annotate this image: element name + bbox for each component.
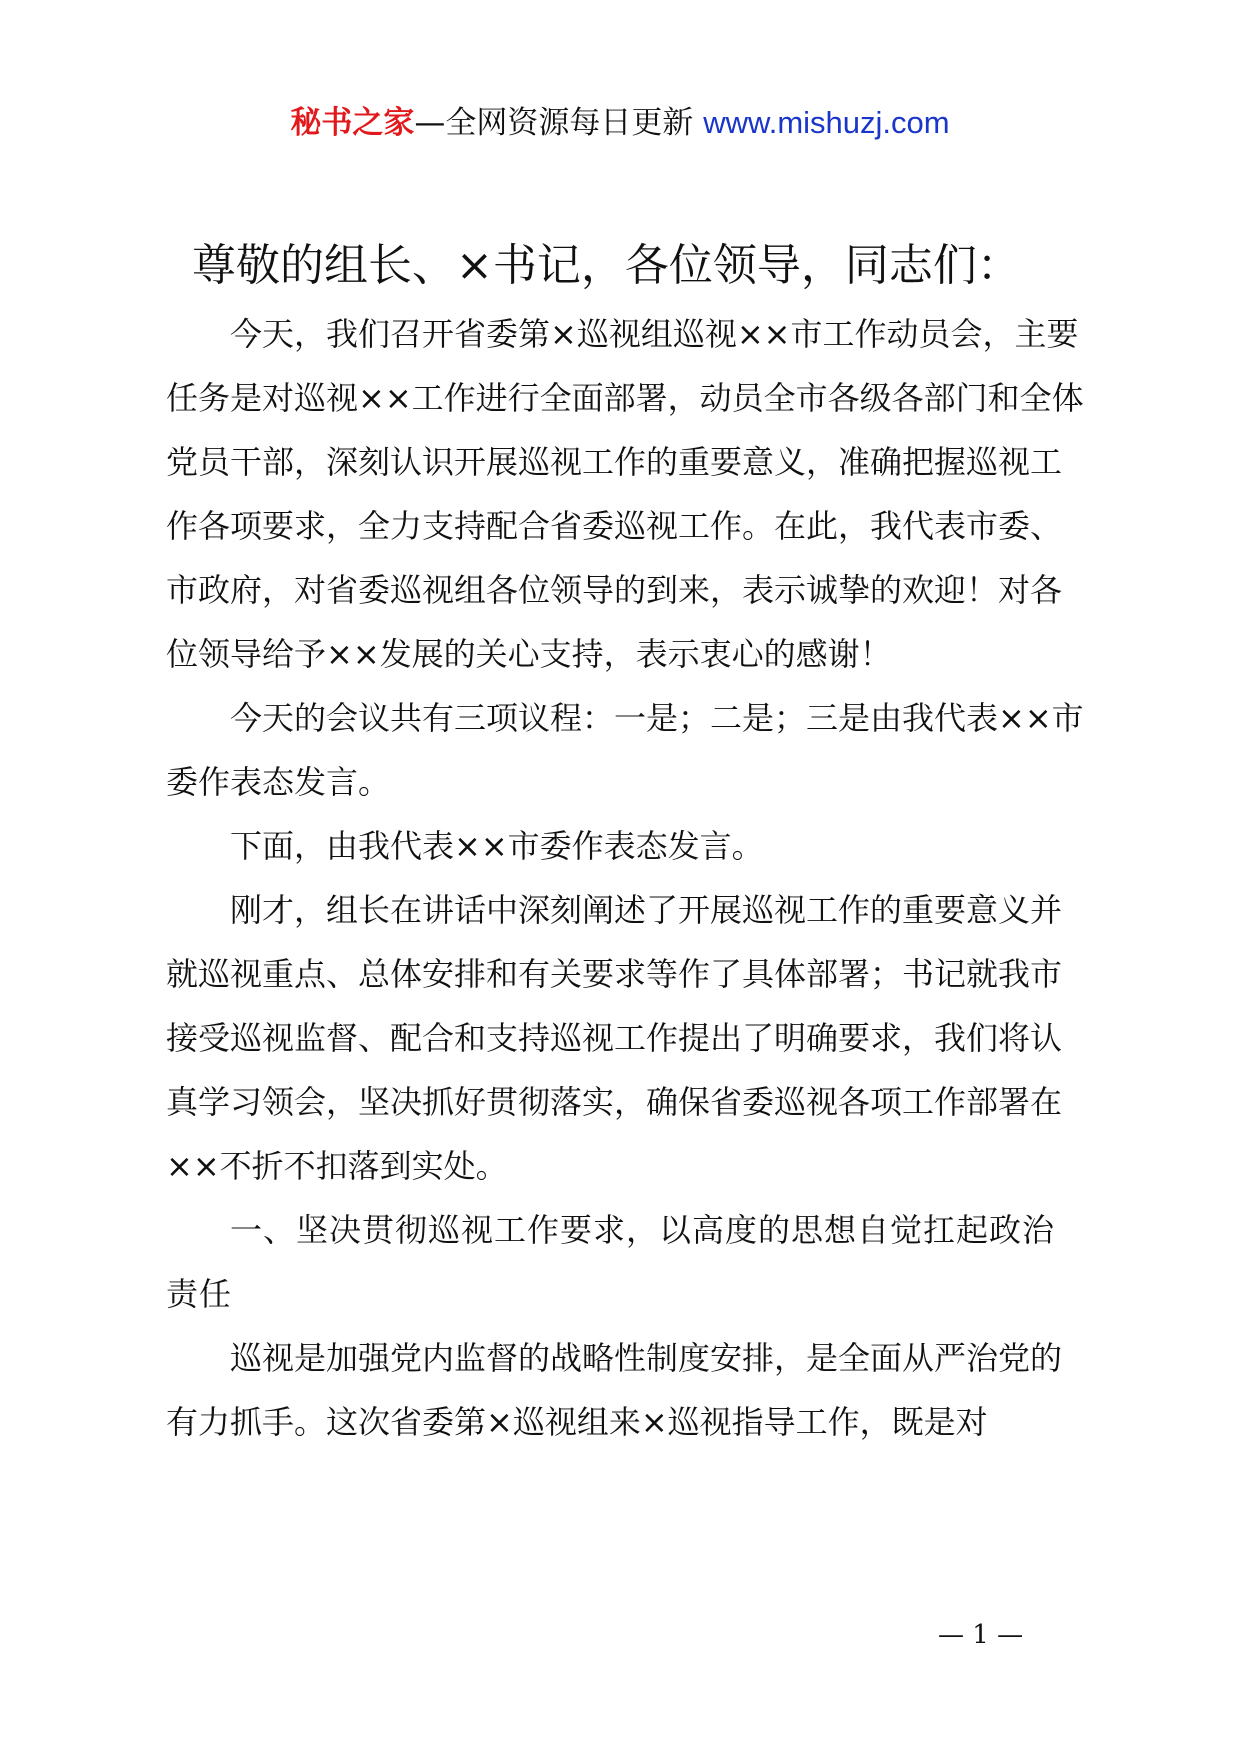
body-paragraph: 巡视是加强党内监督的战略性制度安排，是全面从严治党的有力抓手。这次省委第×巡视组来×巡视指导工作，既是对 <box>166 1339 1063 1441</box>
site-header <box>0 103 1240 143</box>
body-paragraph: 今天的会议共有三项议程：一是；二是；三是由我代表××市委作表态发言。 <box>166 699 1084 801</box>
header-slogan: —全网资源每日更新 <box>414 105 704 141</box>
page-number: — 1 — <box>938 1620 1024 1650</box>
body-paragraph: 今天，我们召开省委第×巡视组巡视××市工作动员会，主要任务是对巡视××工作进行全面部署，动员全市各级各部门和全体党员干部，深刻认识开展巡视工作的重要意义，准确把握巡视工作各项要求，全力支持配合省委巡视工作。在此，我代表市委、市政府，对省委巡视组各位领导的到来，表示诚挚的欢迎！对各位领导给予××发展的关心支持，表示衷心的感谢！ <box>166 315 1084 673</box>
document-body <box>166 302 1086 1454</box>
site-url-link[interactable]: www.mishuzj.com <box>703 105 950 140</box>
salutation: 尊敬的组长、×书记，各位领导，同志们： <box>192 240 1021 291</box>
body-paragraph: 刚才，组长在讲话中深刻阐述了开展巡视工作的重要意义并就巡视重点、总体安排和有关要求等作了具体部署；书记就我市接受巡视监督、配合和支持巡视工作提出了明确要求，我们将认真学习领会，坚决抓好贯彻落实，确保省委巡视各项工作部署在××不折不扣落到实处。 <box>166 891 1063 1185</box>
body-paragraph: 下面，由我代表××市委作表态发言。 <box>230 827 764 865</box>
section-heading: 一、坚决贯彻巡视工作要求，以高度的思想自觉扛起政治责任 <box>166 1211 1056 1313</box>
brand-name: 秘书之家 <box>290 105 415 141</box>
